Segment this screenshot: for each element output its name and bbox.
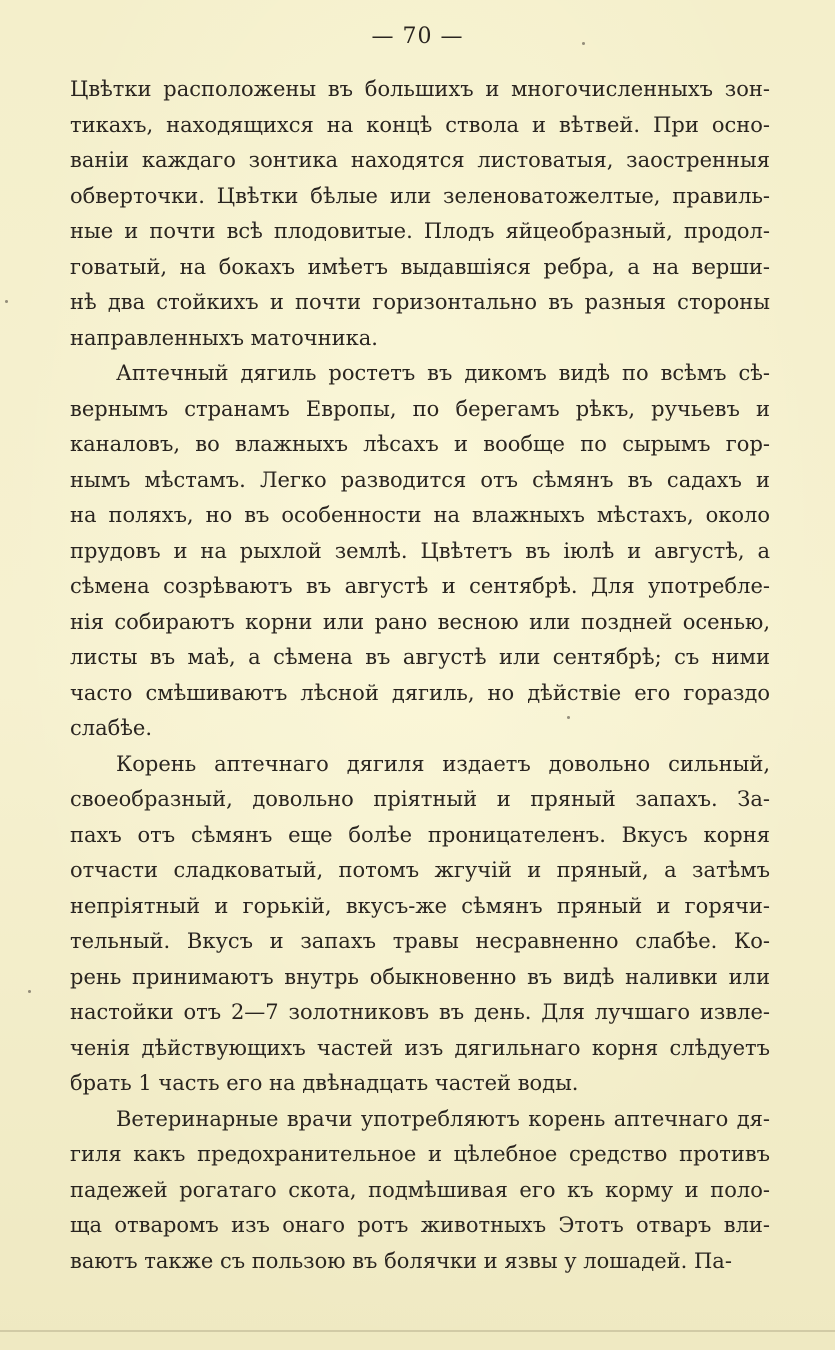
text-line: отчасти сладковатый, потомъ жгучiй и пряный, а затѣмъ — [70, 858, 770, 882]
text-line: листы въ маѣ, а сѣмена въ августѣ или сентябрѣ; съ ними — [70, 645, 770, 669]
ink-speck — [582, 42, 585, 45]
text-line: слабѣе. — [70, 716, 153, 740]
text-line: тельный. Вкусъ и запахъ травы несравненно слабѣе. Ко- — [70, 929, 770, 953]
text-line: на поляхъ, но въ особенности на влажныхъ мѣстахъ, около — [70, 503, 770, 527]
text-line: рень принимаютъ внутрь обыкновенно въ видѣ наливки или — [70, 964, 770, 989]
page-number: — 70 — — [371, 24, 464, 49]
text-line: ваютъ также съ пользою въ болячки и язвы у лошадей. Па- — [70, 1248, 732, 1273]
text-line: непрiятный и горькiй, вкусъ-же сѣмянъ пряный и горячи- — [70, 893, 770, 918]
text-line: обверточки. Цвѣтки бѣлые или зеленоватожелтые, правиль- — [70, 183, 770, 208]
text-line: нѣ два стойкихъ и почти горизонтально въ разныя стороны — [70, 290, 770, 314]
text-line: ща отваромъ изъ онаго ротъ животныхъ Этотъ отваръ вли- — [70, 1213, 770, 1237]
paragraph — [70, 1102, 770, 1280]
text-line: Аптечный дягиль ростетъ въ дикомъ видѣ по всѣмъ сѣ- — [116, 361, 770, 385]
text-line: нiя собираютъ корни или рано весною или поздней осенью, — [70, 609, 770, 634]
ink-speck — [5, 300, 8, 303]
page-edge — [0, 1330, 835, 1332]
text-line: гиля какъ предохранительное и цѣлебное средство противъ — [70, 1142, 770, 1166]
text-line: падежей рогатаго скота, подмѣшивая его къ корму и поло- — [70, 1177, 770, 1202]
text-line: Цвѣтки расположены въ большихъ и многочисленныхъ зон- — [70, 77, 770, 101]
text-line: тикахъ, находящихся на концѣ ствола и вѣтвей. При осно- — [70, 112, 770, 137]
text-line: прудовъ и на рыхлой землѣ. Цвѣтетъ въ iюлѣ и августѣ, а — [70, 538, 770, 563]
ink-speck — [567, 716, 570, 719]
text-line: направленныхъ маточника. — [70, 325, 378, 350]
text-line: нымъ мѣстамъ. Легко разводится отъ сѣмянъ въ садахъ и — [70, 467, 770, 492]
text-line: ченiя дѣйствующихъ частей изъ дягильнаго корня слѣдуетъ — [70, 1035, 770, 1060]
text-line: Корень аптечнаго дягиля издаетъ довольно сильный, — [116, 751, 770, 776]
text-line: сѣмена созрѣваютъ въ августѣ и сентябрѣ. Для употребле- — [70, 574, 770, 598]
text-line: каналовъ, во влажныхъ лѣсахъ и вообще по сырымъ гор- — [70, 432, 770, 456]
text-line: Ветеринарные врачи употребляютъ корень аптечнаго дя- — [116, 1106, 770, 1131]
paragraph — [70, 72, 770, 356]
text-line: ные и почти всѣ плодовитые. Плодъ яйцеобразный, продол- — [70, 219, 770, 243]
text-line: пахъ отъ сѣмянъ еще болѣе проницателенъ. Вкусъ корня — [70, 822, 770, 847]
text-line: брать 1 часть его на двѣнадцать частей воды. — [70, 1071, 579, 1095]
body-text — [70, 72, 770, 1279]
paragraph — [70, 356, 770, 747]
text-line: вернымъ странамъ Европы, по берегамъ рѣкъ, ручьевъ и — [70, 396, 770, 421]
ink-speck — [28, 990, 31, 993]
text-line: часто смѣшиваютъ лѣсной дягиль, но дѣйствiе его гораздо — [70, 680, 770, 705]
text-line: говатый, на бокахъ имѣетъ выдавшiяся ребра, а на верши- — [70, 254, 770, 279]
text-line: ванiи каждаго зонтика находятся листоватыя, заостренныя — [70, 148, 770, 172]
text-line: своеобразный, довольно прiятный и пряный запахъ. За- — [70, 787, 770, 811]
paragraph — [70, 747, 770, 1102]
text-line: настойки отъ 2—7 золотниковъ въ день. Для лучшаго извле- — [70, 1000, 770, 1024]
